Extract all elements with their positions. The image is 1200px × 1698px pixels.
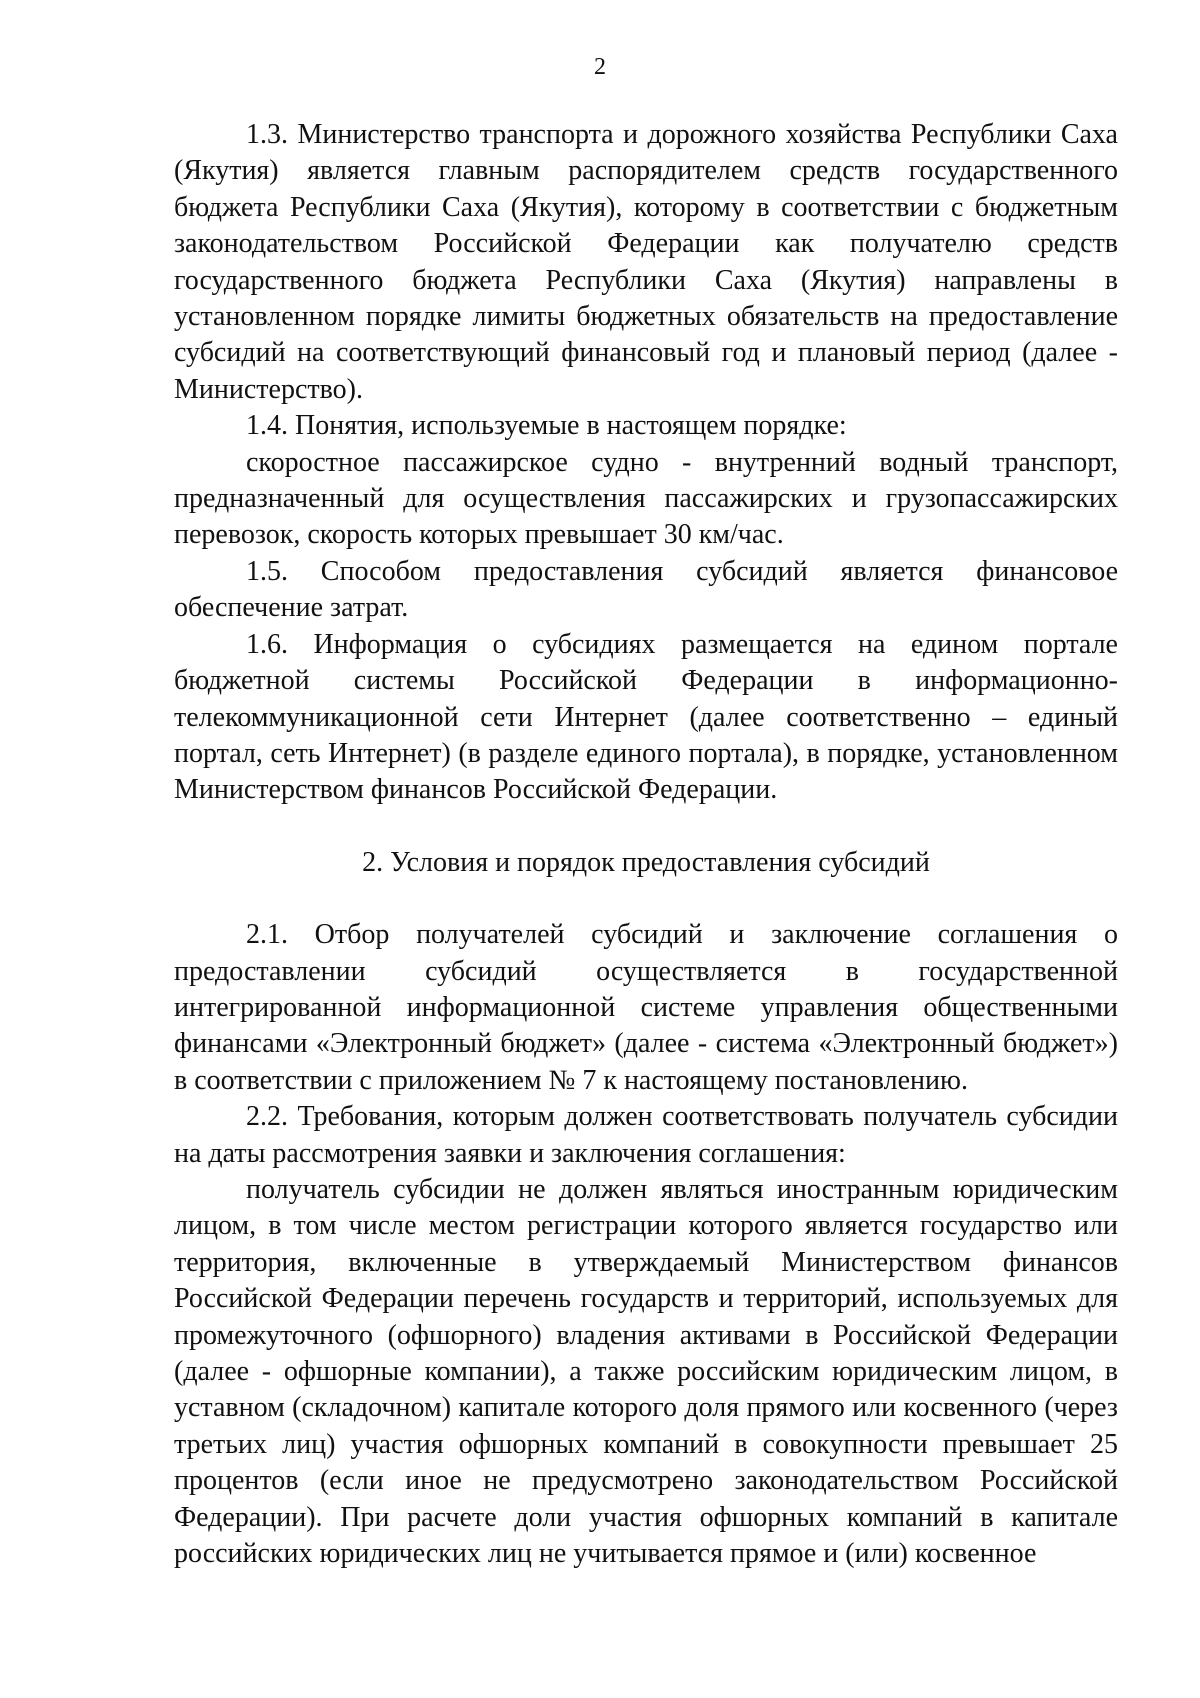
- paragraph-definition: скоростное пассажирское судно - внутренний водный транспорт, предназначенный для осуществления пассажирских и грузопассажирских перевозок, скорость которых превышает 30 км/час.: [174, 446, 1118, 551]
- paragraph-1-4: 1.4. Понятия, используемые в настоящем порядке:: [246, 410, 847, 442]
- document-body: [174, 117, 1118, 1572]
- paragraph-2-2: 2.2. Требования, которым должен соответствовать получатель субсидии на даты рассмотрения заявки и заключения соглашения:: [174, 1101, 1118, 1169]
- paragraph-requirement: получатель субсидии не должен являться иностранным юридическим лицом, в том числе местом регистрации которого является государство или территория, включенные в утверждаемый Министерством финансов Российской Федерации перечень государств и территорий, используемых для промежуточного (офшорного) владения активами в Российской Федерации (далее - офшорные компании), а также российским юридическим лицом, в уставном (складочном) капитале которого доля прямого или косвенного (через третьих лиц) участия офшорных компаний в совокупности превышает 25 процентов (если иное не предусмотрено законодательством Российской Федерации). При расчете доли участия офшорных компаний в капитале российских юридических лиц не учитывается прямое и (или) косвенное: [174, 1173, 1118, 1570]
- paragraph-2-1: 2.1. Отбор получателей субсидий и заключение соглашения о предоставлении субсидий осуществляется в государственной интегрированной информационной системе управления общественными финансами «Электронный бюджет» (далее - система «Электронный бюджет») в соответствии с приложением № 7 к настоящему постановлению.: [174, 919, 1118, 1096]
- paragraph-1-6: 1.6. Информация о субсидиях размещается на едином портале бюджетной системы Российской Федерации в информационно-телекоммуникационной сети Интернет (далее соответственно – единый портал, сеть Интернет) (в разделе единого портала), в порядке, установленном Министерством финансов Российской Федерации.: [174, 628, 1118, 806]
- paragraph-1-5: 1.5. Способом предоставления субсидий является финансовое обеспечение затрат.: [174, 555, 1118, 624]
- section-heading: 2. Условия и порядок предоставления субсидий: [362, 846, 930, 878]
- paragraph-1-3: 1.3. Министерство транспорта и дорожного хозяйства Республики Саха (Якутия) является главным распорядителем средств государственного бюджета Республики Саха (Якутия), которому в соответствии с бюджетным законодательством Российской Федерации как получателю средств государственного бюджета Республики Саха (Якутия) направлены в установленном порядке лимиты бюджетных обязательств на предоставление субсидий на соответствующий финансовый год и плановый период (далее - Министерство).: [174, 119, 1118, 405]
- page-number: 2: [594, 54, 606, 80]
